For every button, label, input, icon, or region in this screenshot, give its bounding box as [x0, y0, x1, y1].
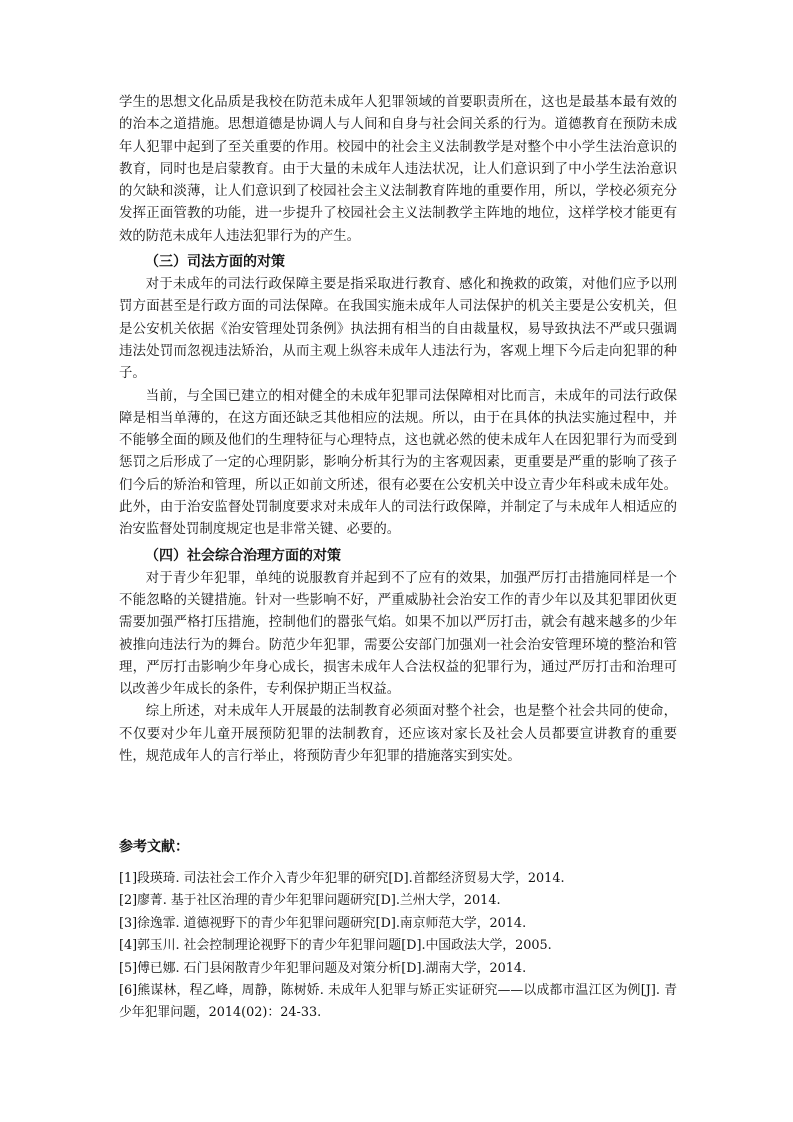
section-heading-social-governance: （四）社会综合治理方面的对策 — [145, 547, 341, 564]
paragraph-conclusion: 综上所述，对未成年人开展最的法制教育必须面对整个社会，也是整个社会共同的使命，不仅要对少年儿童开展预防犯罪的法制教育，还应该对家长及社会人员都要宣讲教育的重要性，规范成年人的言行举止，将预防青少年犯罪的措施落实到实处。 — [119, 704, 677, 765]
reference-item: [1]段瑛琦. 司法社会工作介入青少年犯罪的研究[D].首都经济贸易大学，2014. — [119, 871, 565, 886]
section-heading-judicial: （三）司法方面的对策 — [145, 254, 285, 271]
reference-item: [6]熊谋林，程乙峰，周静，陈树娇. 未成年人犯罪与矫正实证研究——以成都市温江区为例[J]. 青少年犯罪问题，2014(02)：24-33. — [119, 983, 677, 1021]
reference-item: [4]郭玉川. 社会控制理论视野下的青少年犯罪问题[D].中国政法大学，2005. — [119, 938, 552, 954]
reference-item: [3]徐逸霏. 道德视野下的青少年犯罪问题研究[D].南京师范大学，2014. — [119, 915, 527, 931]
document-body — [119, 92, 677, 768]
references-title: 参考文献： — [119, 839, 189, 855]
paragraph-moral-education: 学生的思想文化品质是我校在防范未成年人犯罪领域的首要职责所在，这也是最基本最有效的的治本之道措施。思想道德是协调人与人间和自身与社会间关系的行为。道德教育在预防未成年人犯罪中起到了至关重要的作用。校园中的社会主义法制教学是对整个中小学生法治意识的教育，同时也是启蒙教育。由于大量的未成年人违法状况，让人们意识到了中小学生法治意识的欠缺和淡薄，让人们意识到了校园社会主义法制教育阵地的重要作用，所以，学校必须充分发挥正面管教的功能，进一步提升了校园社会主义法制教学主阵地的地位，这样学校才能更有效的防范未成年人违法犯罪行为的产生。 — [119, 95, 677, 244]
paragraph-judicial-protection: 对于未成年的司法行政保障主要是指采取进行教育、感化和挽救的政策，对他们应予以刑罚方面甚至是行政方面的司法保障。在我国实施未成年人司法保护的机关主要是公安机关，但是公安机关依据《治安管理处罚条例》执法拥有相当的自由裁量权，易导致执法不严或只强调违法处罚而忽视违法矫治，从而主观上纵容未成年人违法行为，客观上埋下今后走向犯罪的种子。 — [119, 277, 677, 382]
reference-item: [2]廖菁. 基于社区治理的青少年犯罪问题研究[D].兰州大学，2014. — [119, 893, 501, 909]
paragraph-crackdown: 对于青少年犯罪，单纯的说服教育并起到不了应有的效果，加强严厉打击措施同样是一个不能忽略的关键措施。针对一些影响不好，严重威胁社会治安工作的青少年以及其犯罪团伙更需要加强严格打压措施，控制他们的嚣张气焰。如果不加以严厉打击，就会有越来越多的少年被推向违法行为的舞台。防范少年犯罪，需要公安部门加强刈一社会治安管理环境的整治和管理，严厉打击影响少年身心成长，损害未成年人合法权益的犯罪行为，通过严厉打击和治理可以改善少年成长的条件，专利保护期正当权益。 — [119, 570, 677, 698]
references-section — [119, 836, 677, 1025]
reference-item: [5]傅已娜. 石门县闲散青少年犯罪问题及对策分析[D].湖南大学，2014. — [119, 960, 527, 976]
paragraph-judicial-current: 当前，与全国已建立的相对健全的未成年犯罪司法保障相对比而言，未成年的司法行政保障是相当单薄的，在这方面还缺乏其他相应的法规。所以，由于在具体的执法实施过程中，并不能够全面的顾及他们的生理特征与心理特点，这也就必然的使未成年人在因犯罪行为而受到惩罚之后形成了一定的心理阴影，影响分析其行为的主客观因素，更重要是严重的影响了孩子们今后的矫治和管理，所以正如前文所述，很有必要在公安机关中设立青少年科或未成年处。此外，由于治安监督处罚制度要求对未成年人的司法行政保障，并制定了与未成年人相适应的治安监督处罚制度规定也是非常关键、必要的。 — [119, 388, 677, 538]
